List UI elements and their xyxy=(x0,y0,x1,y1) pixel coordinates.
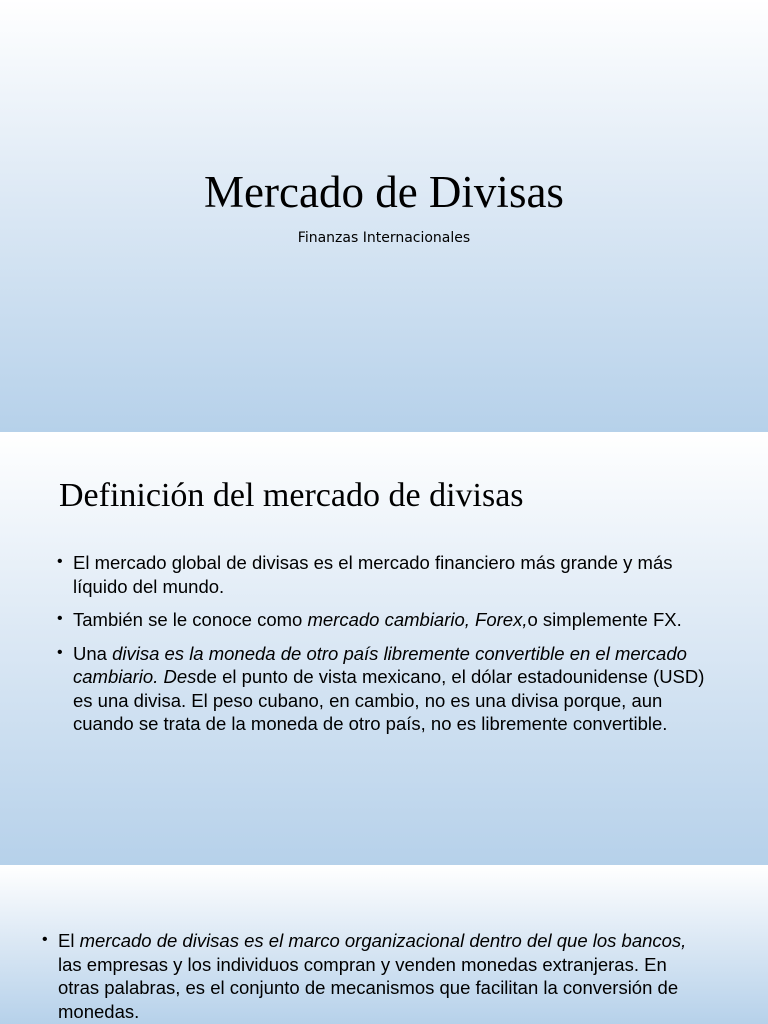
bullet-text: las empresas y los individuos compran y venden monedas extranjeras. En otras palabras, es el conjunto de mecanismos que facilitan la conversión de monedas. xyxy=(58,953,679,1022)
bullet-list xyxy=(40,929,700,1024)
slide-heading: Definición del mercado de divisas xyxy=(59,477,524,514)
slide-title: Mercado de Divisas xyxy=(204,167,564,217)
slide-subtitle: Finanzas Internacionales xyxy=(297,230,471,246)
bullet-italic-text: divisa es la moneda de otro país libremente convertible en el mercado cambiario. Des xyxy=(73,642,687,687)
definition-slide xyxy=(0,433,768,865)
bullet-text: El xyxy=(58,930,80,951)
title-slide xyxy=(0,0,768,432)
bullet-text: También se le conoce como xyxy=(73,609,308,630)
bullet-list xyxy=(55,551,715,746)
bullet-italic-text: mercado de divisas es el marco organizacional dentro del que los bancos, xyxy=(79,930,687,951)
bullet-text: o simplemente FX. xyxy=(527,609,682,630)
bullet-item xyxy=(55,608,715,632)
bullet-text: de el punto de vista mexicano, el dólar estadounidense (USD) es una divisa. El peso cubano, en cambio, no es una divisa porque, aun cuando se trata de la moneda de otro país, no es libremente convertible. xyxy=(73,666,705,734)
bullet-item xyxy=(55,642,715,736)
bullet-item xyxy=(55,551,715,598)
bullet-text: Una xyxy=(73,642,113,664)
bullet-item xyxy=(40,929,700,1023)
bullet-italic-text: mercado cambiario, Forex, xyxy=(307,609,528,630)
market-slide xyxy=(0,866,768,1024)
bullet-text: El mercado global de divisas es el mercado financiero más grande y más líquido del mundo. xyxy=(73,552,673,597)
